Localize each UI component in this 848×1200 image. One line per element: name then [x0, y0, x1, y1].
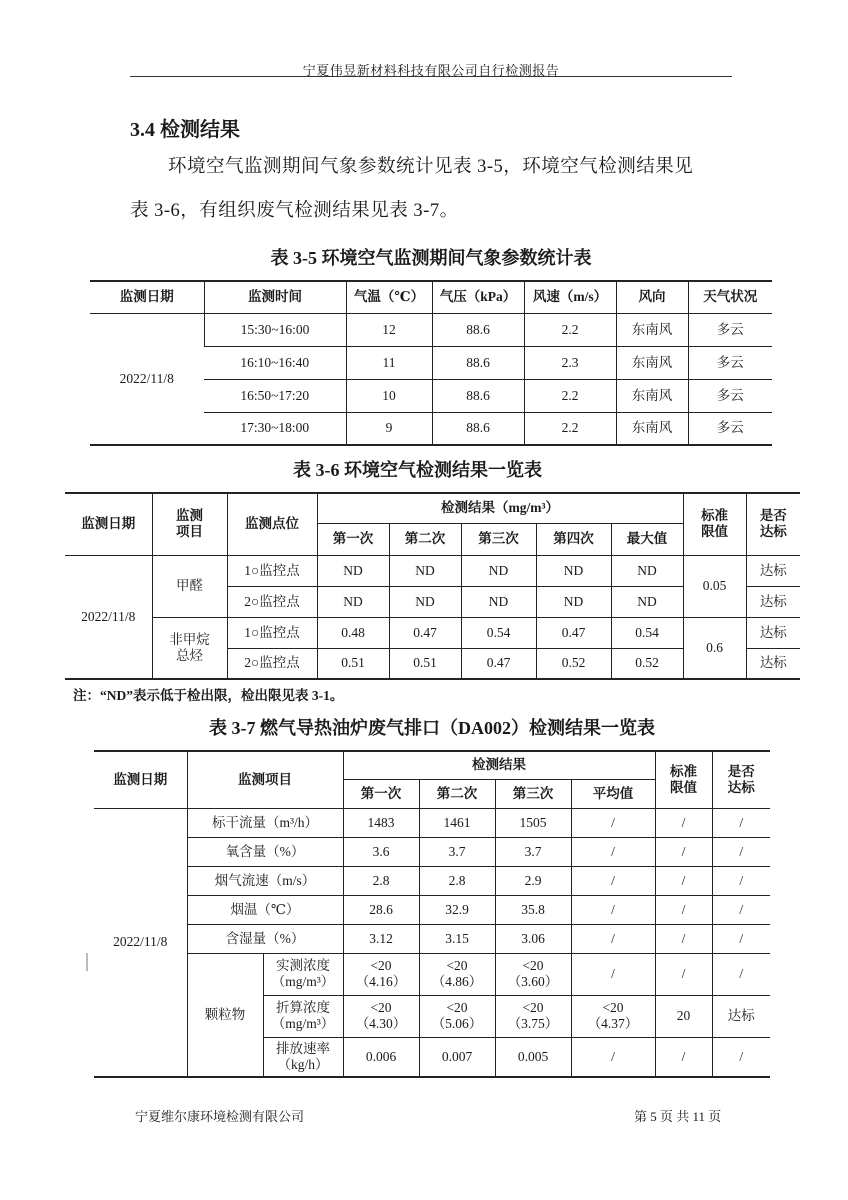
table-cell: 17:30~18:00 — [204, 412, 346, 445]
table-cell: 0.51 — [317, 648, 389, 679]
pass-cell: 达标 — [746, 586, 800, 617]
table-cell: <20 （3.60） — [495, 953, 571, 995]
col-header: 是否达标 — [712, 751, 770, 808]
sub-header: 第一次 — [317, 523, 389, 555]
date-cell: 2022/11/8 — [94, 808, 187, 1077]
table-cell: 0.47 — [389, 617, 461, 648]
table-cell: 28.6 — [343, 895, 419, 924]
limit-cell: / — [655, 924, 712, 953]
table-cell: ND — [317, 586, 389, 617]
limit-cell: / — [655, 837, 712, 866]
pass-cell: / — [712, 866, 770, 895]
col-header: 检测结果 — [343, 751, 655, 779]
table-3-6-title: 表 3-6 环境空气检测结果一览表 — [293, 460, 542, 480]
table-cell: 1483 — [343, 808, 419, 837]
limit-cell: 0.05 — [683, 555, 746, 617]
pass-cell: 达标 — [746, 617, 800, 648]
table-cell: / — [571, 953, 655, 995]
limit-cell: / — [655, 953, 712, 995]
section-title: 3.4 检测结果 — [130, 119, 240, 141]
table-cell: 11 — [346, 346, 432, 379]
point-cell: 2○监控点 — [227, 586, 317, 617]
table-cell: ND — [389, 555, 461, 586]
table-cell: 东南风 — [616, 313, 688, 346]
sub-header: 第二次 — [419, 779, 495, 808]
pass-cell: 达标 — [746, 648, 800, 679]
sub-header: 第三次 — [461, 523, 536, 555]
table-cell: / — [571, 924, 655, 953]
table-cell: 10 — [346, 379, 432, 412]
table-cell: / — [571, 837, 655, 866]
scan-mark — [86, 953, 88, 971]
table-cell: 32.9 — [419, 895, 495, 924]
table-cell: 2.8 — [419, 866, 495, 895]
table-cell: 16:50~17:20 — [204, 379, 346, 412]
col-header: 是否达标 — [746, 493, 800, 555]
table-cell: <20 （4.86） — [419, 953, 495, 995]
sub-item-cell: 折算浓度 （mg/m³） — [263, 995, 343, 1037]
limit-cell: 0.6 — [683, 617, 746, 679]
paragraph-line-1: 环境空气监测期间气象参数统计见表 3-5，环境空气检测结果见 — [168, 157, 694, 177]
col-header: 标准限值 — [683, 493, 746, 555]
pass-cell: 达标 — [712, 995, 770, 1037]
table-cell: 0.005 — [495, 1037, 571, 1077]
table-3-5-title: 表 3-5 环境空气监测期间气象参数统计表 — [270, 248, 592, 268]
table-cell: 88.6 — [432, 313, 524, 346]
sub-header: 第四次 — [536, 523, 611, 555]
table-cell: 3.12 — [343, 924, 419, 953]
sub-header: 第三次 — [495, 779, 571, 808]
table-cell: 3.7 — [419, 837, 495, 866]
table-cell: <20 （4.30） — [343, 995, 419, 1037]
col-header: 气压（kPa） — [432, 281, 524, 313]
limit-cell: / — [655, 808, 712, 837]
ambient-air-table — [65, 492, 800, 680]
pass-cell: 达标 — [746, 555, 800, 586]
table-cell: 0.52 — [536, 648, 611, 679]
item-cell: 烟温（℃） — [187, 895, 343, 924]
sub-header: 第二次 — [389, 523, 461, 555]
item-cell: 烟气流速（m/s） — [187, 866, 343, 895]
sub-item-cell: 实测浓度 （mg/m³） — [263, 953, 343, 995]
col-header: 监测点位 — [227, 493, 317, 555]
weather-table — [90, 280, 772, 446]
col-header: 风向 — [616, 281, 688, 313]
table-cell: 东南风 — [616, 412, 688, 445]
col-header: 监测日期 — [90, 281, 204, 313]
footer-company: 宁夏维尔康环境检测有限公司 — [135, 1109, 305, 1124]
table-cell: 3.7 — [495, 837, 571, 866]
table-cell: 0.47 — [461, 648, 536, 679]
table-cell: 88.6 — [432, 346, 524, 379]
table-cell: ND — [611, 586, 683, 617]
table-cell: 0.006 — [343, 1037, 419, 1077]
table-note: 注：“ND”表示低于检出限，检出限见表 3-1。 — [73, 688, 344, 703]
pass-cell: / — [712, 953, 770, 995]
table-cell: ND — [536, 555, 611, 586]
item-cell: 含湿量（%） — [187, 924, 343, 953]
limit-cell: / — [655, 1037, 712, 1077]
exhaust-table — [94, 750, 770, 1078]
table-cell: 9 — [346, 412, 432, 445]
table-cell: ND — [317, 555, 389, 586]
pass-cell: / — [712, 1037, 770, 1077]
item-cell: 标干流量（m³/h） — [187, 808, 343, 837]
table-cell: 0.51 — [389, 648, 461, 679]
table-cell: ND — [461, 555, 536, 586]
table-cell: 2.2 — [524, 412, 616, 445]
table-cell: <20 （4.16） — [343, 953, 419, 995]
item-cell: 甲醛 — [152, 555, 227, 617]
table-cell: / — [571, 808, 655, 837]
paragraph-line-2: 表 3-6，有组织废气检测结果见表 3-7。 — [130, 201, 459, 221]
sub-header: 平均值 — [571, 779, 655, 808]
sub-item-cell: 排放速率 （kg/h） — [263, 1037, 343, 1077]
limit-cell: / — [655, 895, 712, 924]
table-cell: 1505 — [495, 808, 571, 837]
item-cell: 氧含量（%） — [187, 837, 343, 866]
pass-cell: / — [712, 924, 770, 953]
table-cell: 0.54 — [461, 617, 536, 648]
table-cell: 16:10~16:40 — [204, 346, 346, 379]
table-cell: 3.15 — [419, 924, 495, 953]
table-3-7-title: 表 3-7 燃气导热油炉废气排口（DA002）检测结果一览表 — [209, 718, 655, 738]
col-header: 检测结果（mg/m³） — [317, 493, 683, 523]
col-header: 监测项目 — [187, 751, 343, 808]
table-cell: / — [571, 895, 655, 924]
particulate-label: 颗粒物 — [187, 953, 263, 1077]
table-cell: ND — [461, 586, 536, 617]
table-cell: 东南风 — [616, 346, 688, 379]
point-cell: 1○监控点 — [227, 555, 317, 586]
table-cell: ND — [536, 586, 611, 617]
table-cell: <20 （3.75） — [495, 995, 571, 1037]
col-header: 气温（℃） — [346, 281, 432, 313]
sub-header: 最大值 — [611, 523, 683, 555]
table-cell: 12 — [346, 313, 432, 346]
table-cell: ND — [389, 586, 461, 617]
table-cell: 2.2 — [524, 379, 616, 412]
pass-cell: / — [712, 895, 770, 924]
limit-cell: 20 — [655, 995, 712, 1037]
col-header: 天气状况 — [688, 281, 772, 313]
sub-header: 第一次 — [343, 779, 419, 808]
col-header: 标准限值 — [655, 751, 712, 808]
table-cell: 0.007 — [419, 1037, 495, 1077]
item-cell: 非甲烷总烃 — [152, 617, 227, 679]
table-cell: 3.6 — [343, 837, 419, 866]
table-cell: 15:30~16:00 — [204, 313, 346, 346]
date-cell: 2022/11/8 — [65, 555, 152, 679]
table-cell: 0.47 — [536, 617, 611, 648]
table-cell: 东南风 — [616, 379, 688, 412]
table-cell: 3.06 — [495, 924, 571, 953]
col-header: 监测时间 — [204, 281, 346, 313]
col-header: 风速（m/s） — [524, 281, 616, 313]
table-cell: 多云 — [688, 412, 772, 445]
table-cell: / — [571, 866, 655, 895]
table-cell: 多云 — [688, 379, 772, 412]
limit-cell: / — [655, 866, 712, 895]
date-cell: 2022/11/8 — [90, 313, 204, 445]
table-cell: 0.54 — [611, 617, 683, 648]
table-cell: 多云 — [688, 313, 772, 346]
table-cell: 88.6 — [432, 412, 524, 445]
table-cell: 2.9 — [495, 866, 571, 895]
col-header: 监测日期 — [65, 493, 152, 555]
table-cell: 2.8 — [343, 866, 419, 895]
table-cell: 1461 — [419, 808, 495, 837]
header-divider — [130, 76, 732, 77]
table-cell: 0.48 — [317, 617, 389, 648]
point-cell: 2○监控点 — [227, 648, 317, 679]
table-cell: / — [571, 1037, 655, 1077]
col-header: 监测日期 — [94, 751, 187, 808]
table-cell: <20 （4.37） — [571, 995, 655, 1037]
report-header: 宁夏伟昱新材料科技有限公司自行检测报告 — [302, 63, 560, 78]
table-cell: 2.3 — [524, 346, 616, 379]
table-cell: ND — [611, 555, 683, 586]
table-cell: <20 （5.06） — [419, 995, 495, 1037]
table-cell: 0.52 — [611, 648, 683, 679]
table-cell: 88.6 — [432, 379, 524, 412]
footer-page-number: 第 5 页 共 11 页 — [634, 1109, 722, 1124]
table-cell: 多云 — [688, 346, 772, 379]
pass-cell: / — [712, 808, 770, 837]
col-header: 监测项目 — [152, 493, 227, 555]
table-cell: 2.2 — [524, 313, 616, 346]
point-cell: 1○监控点 — [227, 617, 317, 648]
table-cell: 35.8 — [495, 895, 571, 924]
pass-cell: / — [712, 837, 770, 866]
